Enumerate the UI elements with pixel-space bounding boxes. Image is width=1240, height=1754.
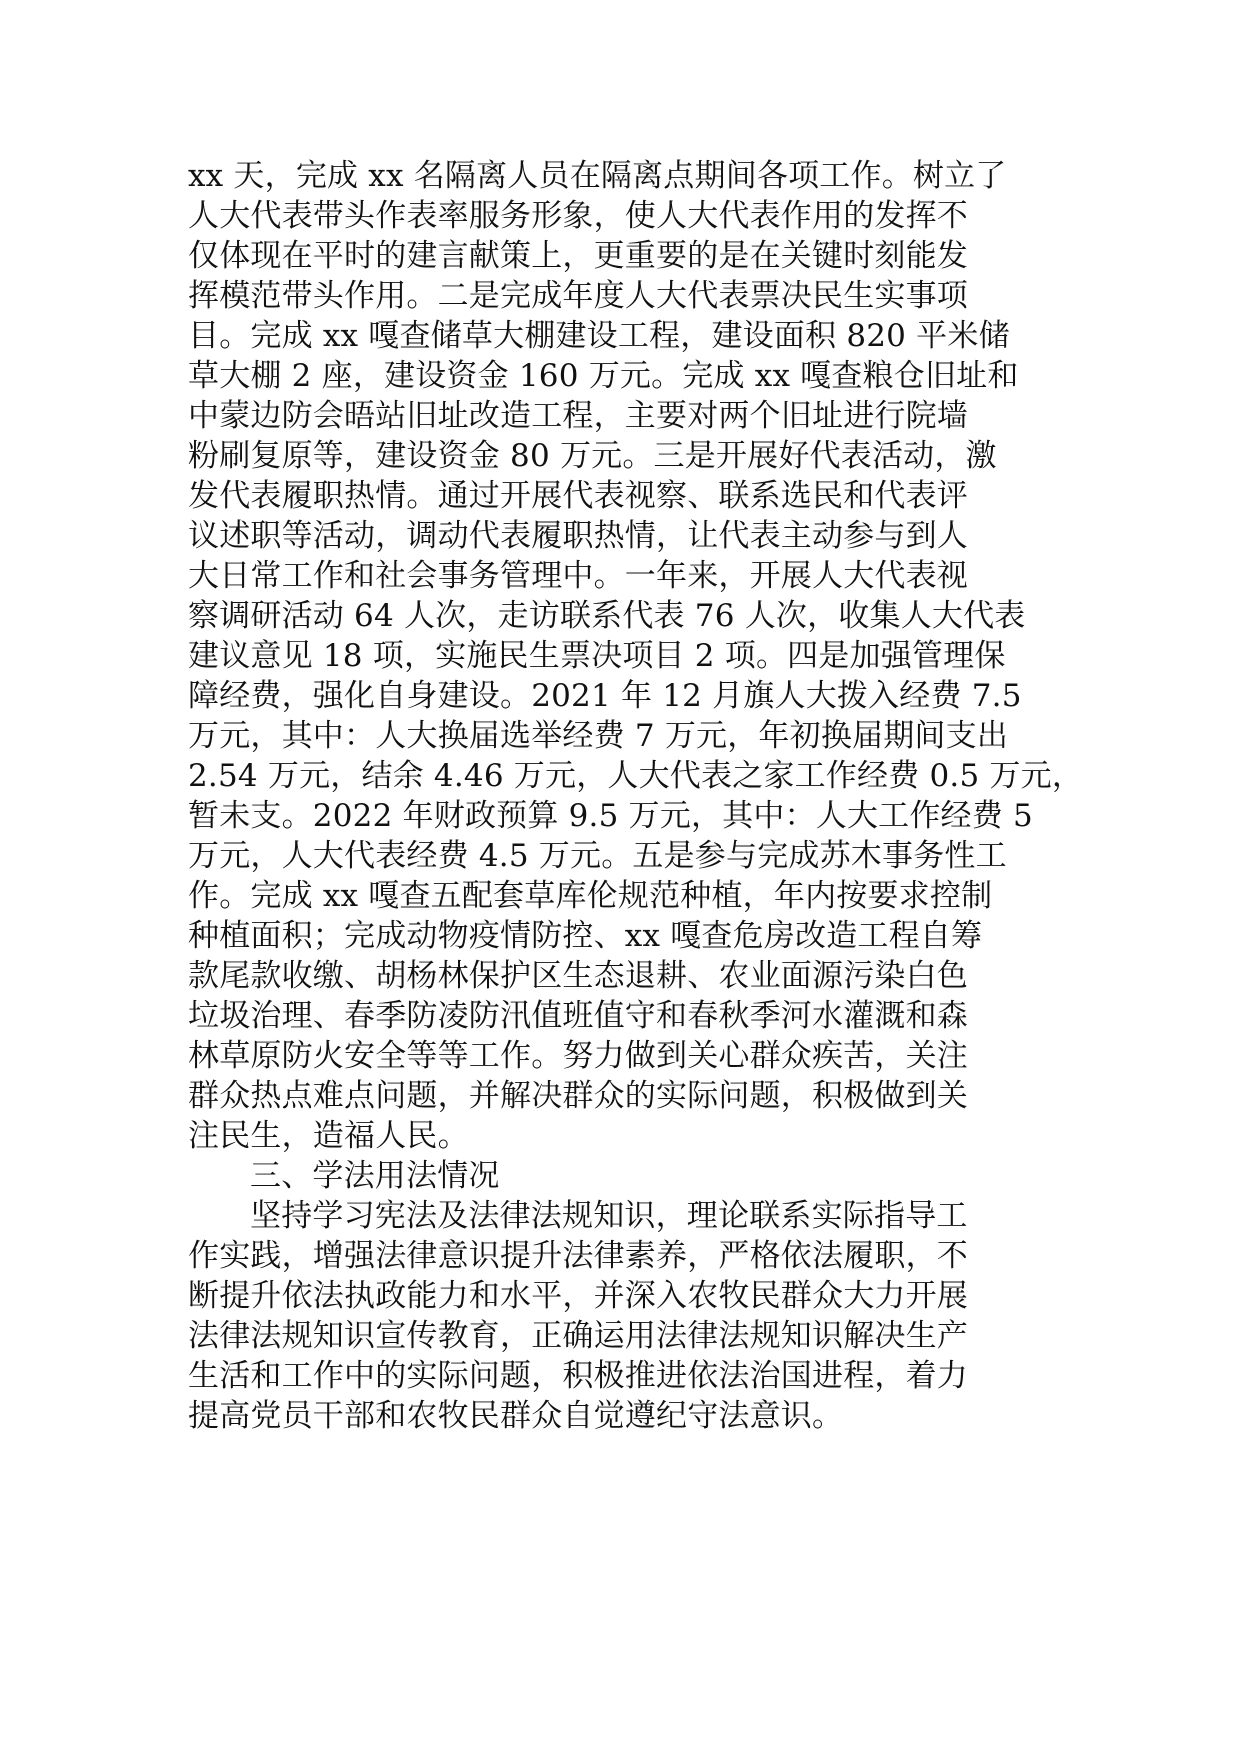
paragraph-line: 仅体现在平时的建言献策上，更重要的是在关键时刻能发 (188, 238, 968, 274)
paragraph-line: 目。完成 xx 嘎查储草大棚建设工程，建设面积 820 平米储 (188, 318, 1010, 354)
paragraph-line: 注民生，造福人民。 (188, 1118, 469, 1154)
paragraph-line: 中蒙边防会晤站旧址改造工程，主要对两个旧址进行院墙 (188, 398, 968, 434)
paragraph-line: xx 天，完成 xx 名隔离人员在隔离点期间各项工作。树立了 (188, 158, 1007, 194)
paragraph-line: 垃圾治理、春季防凌防汛值班值守和春秋季河水灌溉和森 (188, 998, 968, 1034)
paragraph-line: 林草原防火安全等等工作。努力做到关心群众疾苦，关注 (188, 1038, 968, 1074)
paragraph-line: 款尾款收缴、胡杨林保护区生态退耕、农业面源污染白色 (188, 958, 968, 994)
section-paragraph-line: 坚持学习宪法及法律法规知识，理论联系实际指导工 (250, 1198, 968, 1234)
section-paragraph-line: 法律法规知识宣传教育，正确运用法律法规知识解决生产 (188, 1318, 968, 1354)
paragraph-line: 人大代表带头作表率服务形象，使人大代表作用的发挥不 (188, 198, 968, 234)
section-paragraph-line: 断提升依法执政能力和水平，并深入农牧民群众大力开展 (188, 1278, 968, 1314)
paragraph-line: 障经费，强化自身建设。2021 年 12 月旗人大拨入经费 7.5 (188, 678, 1022, 714)
paragraph-line: 建议意见 18 项，实施民生票决项目 2 项。四是加强管理保 (188, 638, 1006, 674)
paragraph-line: 万元，其中：人大换届选举经费 7 万元，年初换届期间支出 (188, 718, 1009, 754)
paragraph-line: 发代表履职热情。通过开展代表视察、联系选民和代表评 (188, 478, 968, 514)
paragraph-line: 大日常工作和社会事务管理中。一年来，开展人大代表视 (188, 558, 968, 594)
paragraph-line: 议述职等活动，调动代表履职热情，让代表主动参与到人 (188, 518, 968, 554)
paragraph-line: 万元，人大代表经费 4.5 万元。五是参与完成苏木事务性工 (188, 838, 1007, 874)
section-paragraph-line: 提高党员干部和农牧民群众自觉遵纪守法意识。 (188, 1398, 844, 1434)
document-body (188, 156, 1084, 1436)
paragraph-line: 挥模范带头作用。二是完成年度人大代表票决民生实事项 (188, 278, 968, 314)
section-paragraph-line: 作实践，增强法律意识提升法律素养，严格依法履职，不 (188, 1238, 968, 1274)
paragraph-line: 2.54 万元，结余 4.46 万元，人大代表之家工作经费 0.5 万元， (188, 758, 1084, 794)
paragraph-line: 种植面积；完成动物疫情防控、xx 嘎查危房改造工程自筹 (188, 918, 983, 954)
paragraph-line: 群众热点难点问题，并解决群众的实际问题，积极做到关 (188, 1078, 968, 1114)
paragraph-line: 暂未支。2022 年财政预算 9.5 万元，其中：人大工作经费 5 (188, 798, 1033, 834)
paragraph-line: 草大棚 2 座，建设资金 160 万元。完成 xx 嘎查粮仓旧址和 (188, 358, 1019, 394)
paragraph-line: 作。完成 xx 嘎查五配套草库伦规范种植，年内按要求控制 (188, 878, 993, 914)
paragraph-line: 粉刷复原等，建设资金 80 万元。三是开展好代表活动，激 (188, 438, 997, 474)
paragraph-line: 察调研活动 64 人次，走访联系代表 76 人次，收集人大代表 (188, 598, 1026, 634)
section-paragraph-line: 生活和工作中的实际问题，积极推进依法治国进程，着力 (188, 1358, 968, 1394)
section-heading: 三、学法用法情况 (250, 1158, 500, 1194)
